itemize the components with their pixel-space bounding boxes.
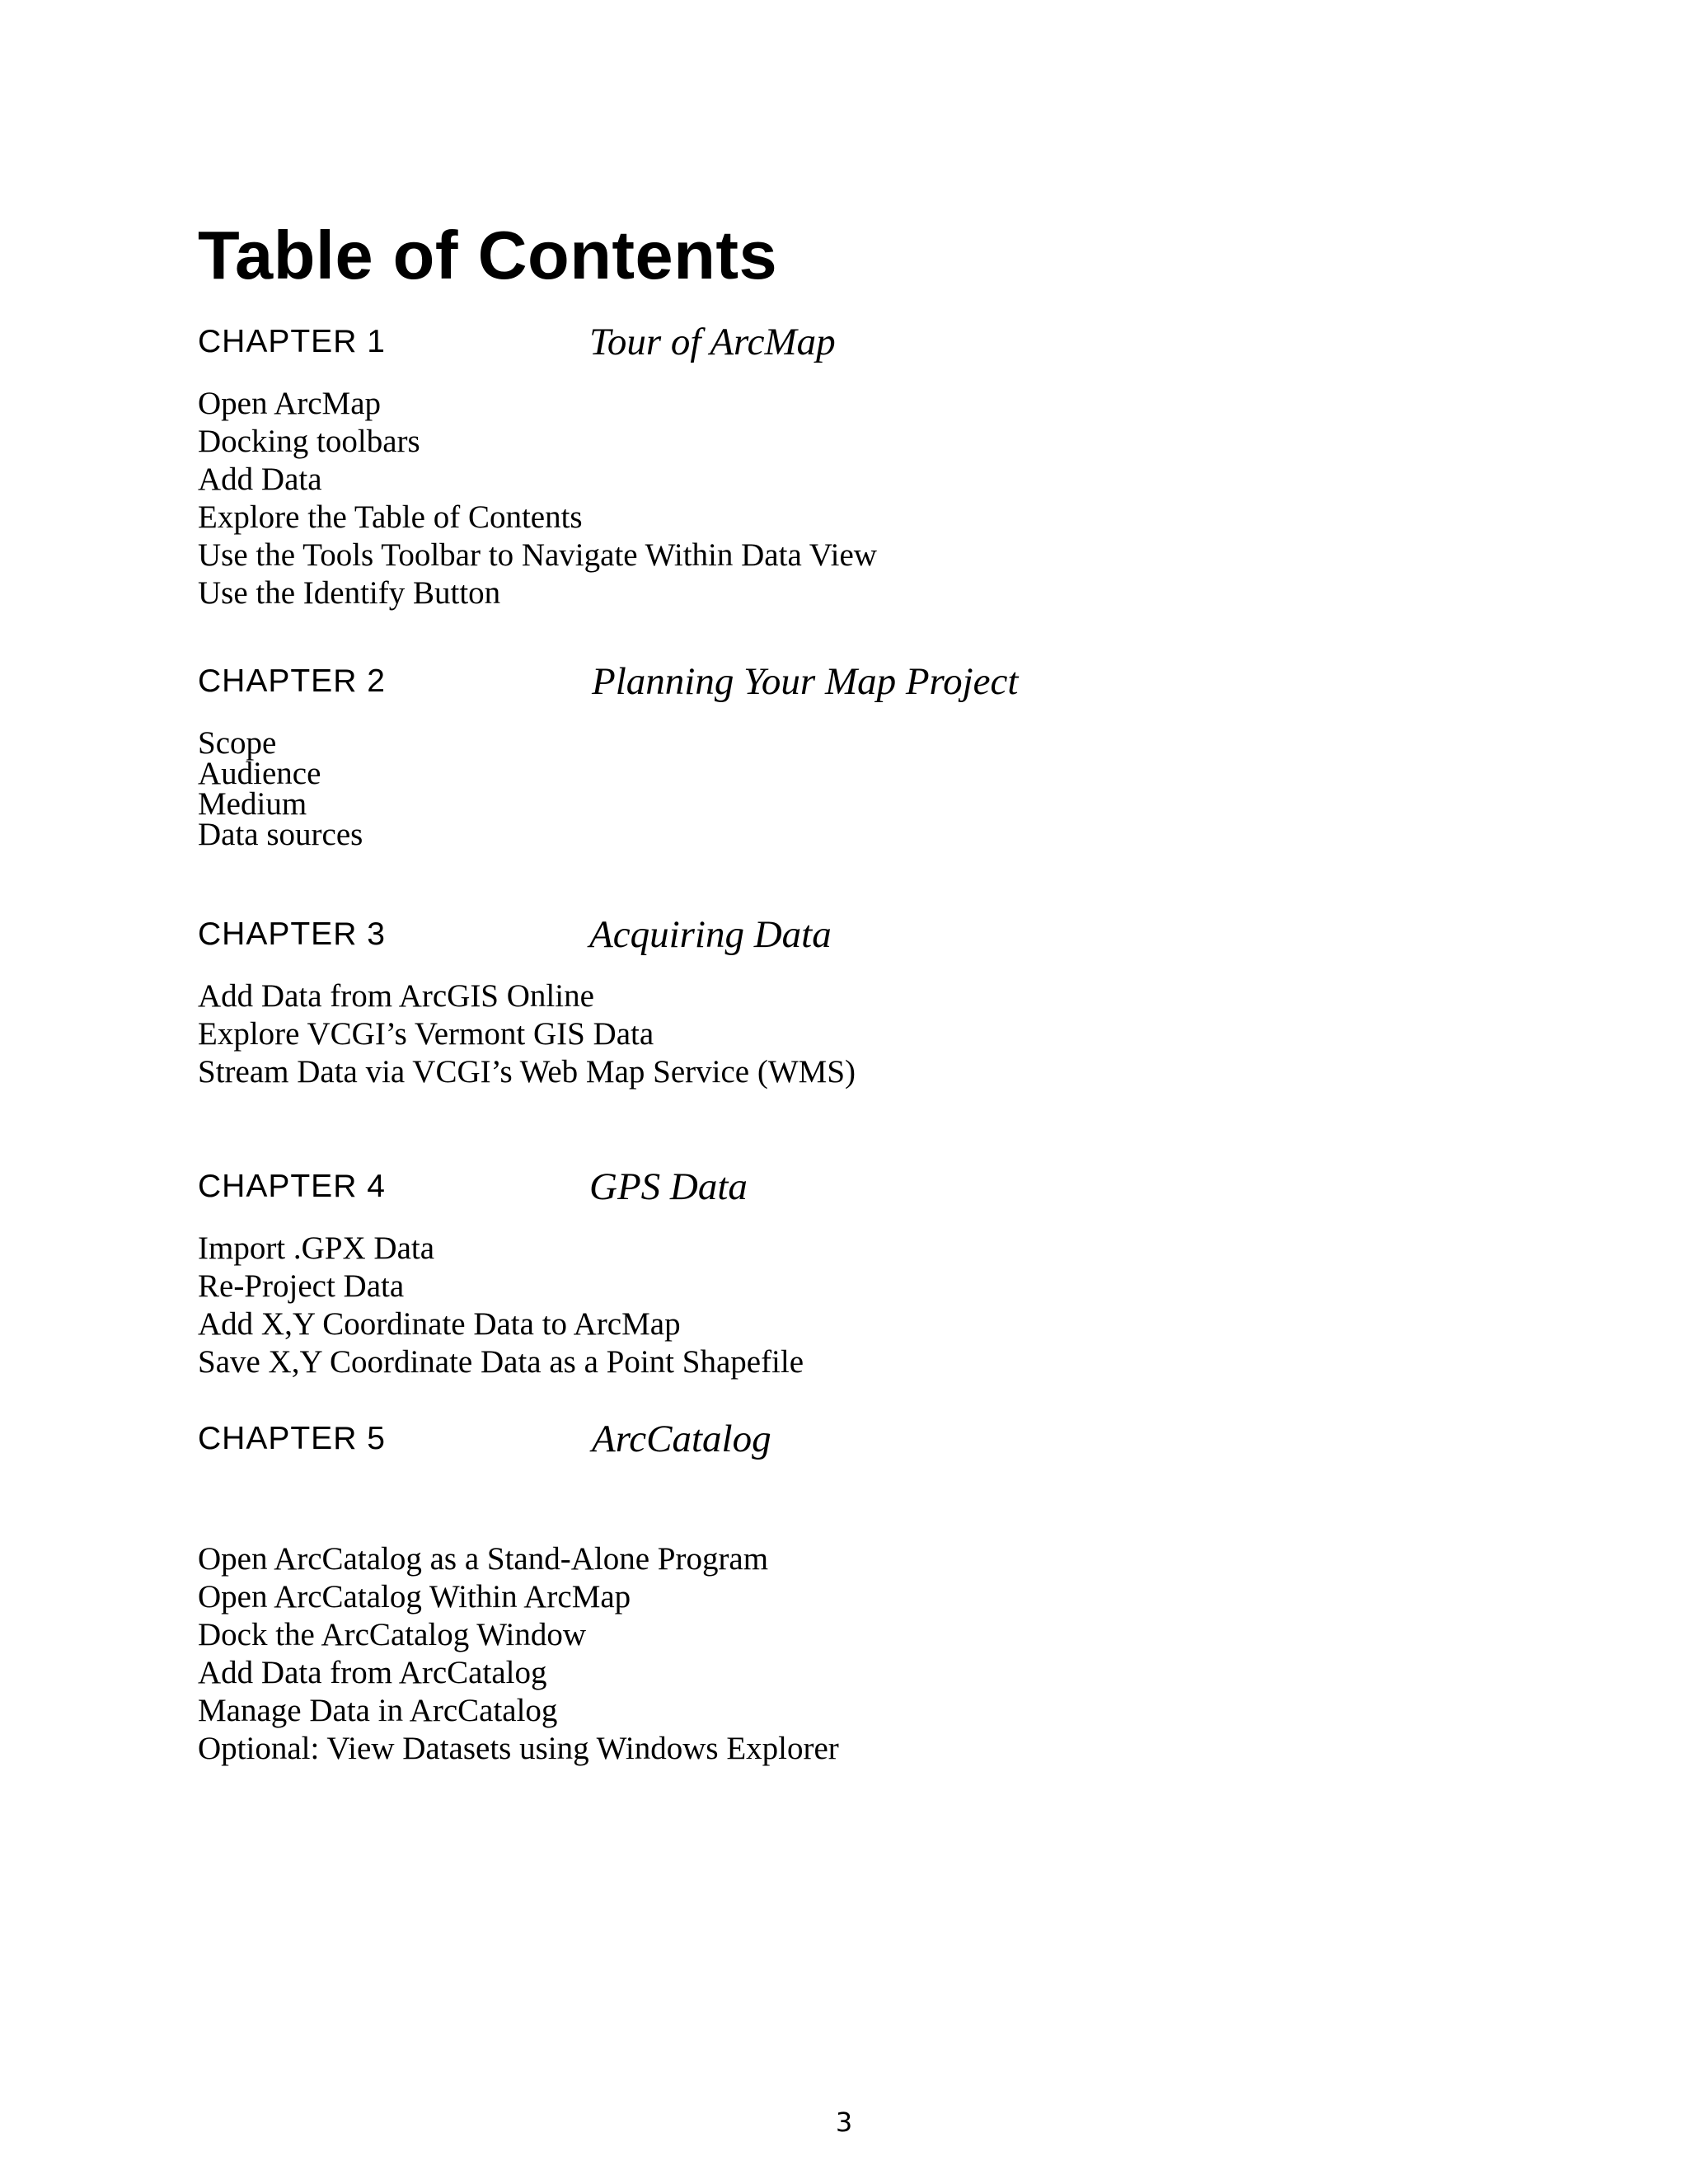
chapter-heading: [198, 1154, 1599, 1220]
topic-item: Save X,Y Coordinate Data as a Point Shapefile: [198, 1344, 804, 1380]
chapter-heading: [198, 649, 1599, 715]
topic-item: Add X,Y Coordinate Data to ArcMap: [198, 1306, 681, 1342]
chapter-name: GPS Data: [589, 1165, 748, 1208]
topic-list: [198, 1230, 1599, 1381]
chapter-5-section: [198, 1406, 1599, 1768]
topic-item: Explore VCGI’s Vermont GIS Data: [198, 1016, 654, 1052]
topic-item: Import .GPX Data: [198, 1230, 435, 1266]
topic-item: Medium: [198, 786, 307, 822]
chapter-2-section: [198, 649, 1599, 850]
chapter-4-section: [198, 1154, 1599, 1381]
topic-list: [198, 977, 1599, 1091]
topic-item: Open ArcCatalog as a Stand-Alone Program: [198, 1541, 769, 1577]
topic-item: Dock the ArcCatalog Window: [198, 1617, 587, 1652]
topic-list: [198, 385, 1599, 612]
topic-item: Re-Project Data: [198, 1268, 405, 1304]
chapter-label: CHAPTER 4: [198, 1169, 386, 1204]
chapter-label: CHAPTER 3: [198, 916, 386, 952]
chapter-label: CHAPTER 2: [198, 663, 386, 699]
chapter-name: Acquiring Data: [589, 913, 832, 956]
chapter-3-section: [198, 902, 1599, 1091]
topic-item: Data sources: [198, 817, 363, 852]
topic-item: Manage Data in ArcCatalog: [198, 1693, 558, 1728]
topic-item: Optional: View Datasets using Windows Explorer: [198, 1731, 839, 1766]
topic-item: Use the Tools Toolbar to Navigate Within Data View: [198, 537, 877, 573]
chapter-heading: [198, 309, 1599, 375]
topic-item: Open ArcMap: [198, 386, 382, 421]
topic-item: Audience: [198, 756, 321, 791]
chapter-name: Planning Your Map Project: [592, 660, 1019, 703]
topic-item: Open ArcCatalog Within ArcMap: [198, 1579, 631, 1615]
chapter-label: CHAPTER 5: [198, 1421, 386, 1456]
topic-item: Use the Identify Button: [198, 575, 501, 611]
chapter-name: Tour of ArcMap: [589, 321, 836, 363]
page-number: 3: [835, 2107, 853, 2138]
chapter-heading: [198, 902, 1599, 968]
topic-list: [198, 1540, 1599, 1768]
topic-item: Add Data: [198, 462, 322, 497]
page-title: Table of Contents: [198, 217, 778, 293]
chapter-label: CHAPTER 1: [198, 324, 386, 359]
topic-item: Scope: [198, 725, 277, 761]
topic-item: Add Data from ArcCatalog: [198, 1655, 547, 1690]
chapter-name: ArcCatalog: [592, 1418, 771, 1460]
chapter-1-section: [198, 309, 1599, 612]
topic-item: Stream Data via VCGI’s Web Map Service (WMS): [198, 1054, 856, 1090]
topic-item: Docking toolbars: [198, 424, 420, 459]
topic-item: Add Data from ArcGIS Online: [198, 978, 594, 1014]
topic-list: [198, 725, 1599, 852]
topic-item: Explore the Table of Contents: [198, 499, 583, 535]
chapter-heading: [198, 1406, 1599, 1472]
